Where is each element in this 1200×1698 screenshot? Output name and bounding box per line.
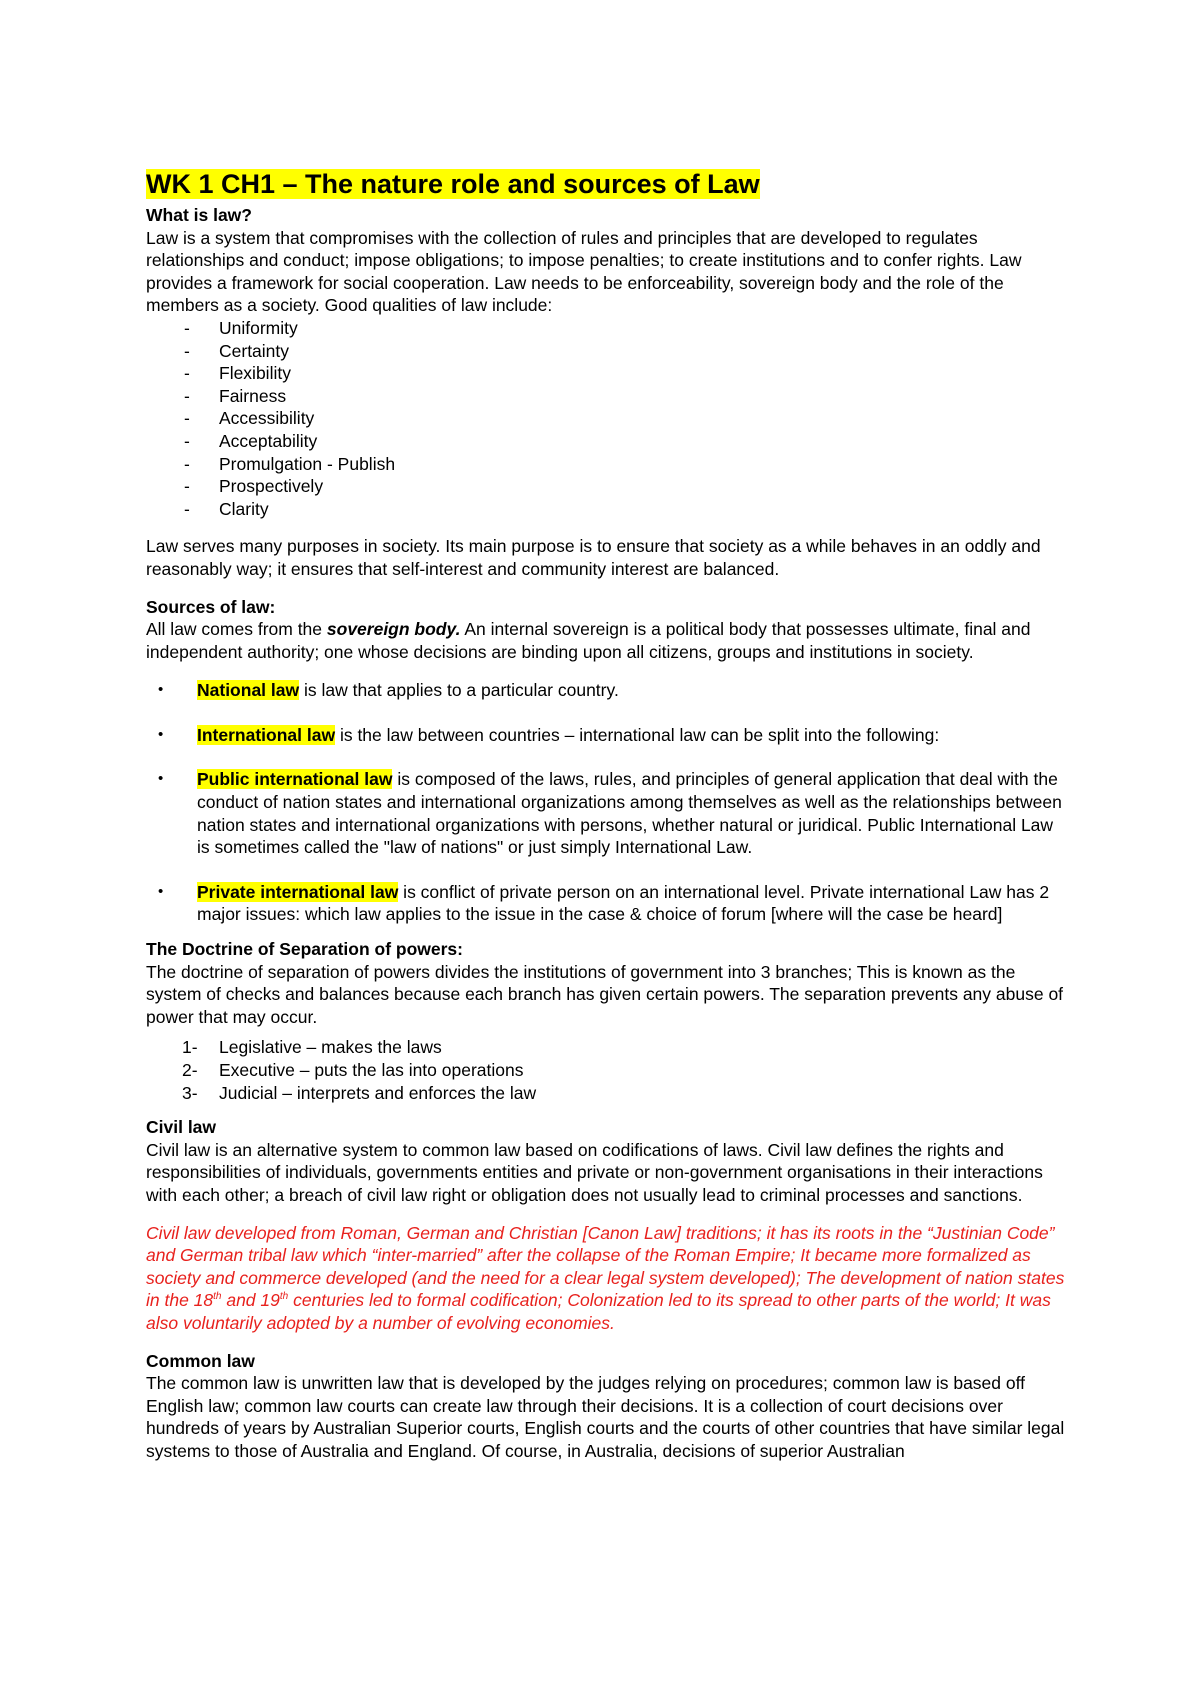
list-item: 3- Judicial – interprets and enforces the law (182, 1082, 537, 1103)
list-item-international-law: • International law is the law between countries – international law can be split into the following: (158, 724, 940, 745)
highlighted-term: Public international law (197, 769, 393, 790)
list-item: - Fairness (184, 385, 287, 406)
qualities-list (146, 317, 1066, 520)
sources-bullet-list (146, 679, 1066, 926)
sovereign-body-term: sovereign body. (326, 619, 461, 640)
paragraph-separation: The doctrine of separation of powers divides the institutions of government into 3 branches; This is known as the system of checks and balances because each branch has given certain powers. The separation prevents any abuse of power that may occur. (146, 961, 1064, 1027)
bullet-icon: • (158, 770, 164, 788)
list-item: 1- Legislative – makes the laws (182, 1037, 442, 1058)
bullet-icon: • (158, 725, 164, 743)
heading-separation-of-powers: The Doctrine of Separation of powers: (146, 939, 463, 960)
paragraph-purposes: Law serves many purposes in society. Its main purpose is to ensure that society as a while behaves in an oddly and reasonably way; it ensures that self-interest and community interest are balanced. (146, 536, 1041, 579)
list-item-public-international-law: • Public international law is composed of the laws, rules, and principles of general application that deal with the conduct of nation states and international organizations among themselves as well as the relationships between nation states and international organizations with persons, whether natural or juridical. Public International Law is sometimes called the "law of nations" or just simply International Law. (158, 769, 1062, 858)
highlighted-term: Private international law (197, 881, 399, 902)
heading-common-law: Common law (146, 1350, 255, 1371)
heading-what-is-law: What is law? (146, 205, 252, 225)
document-page (146, 168, 1066, 1463)
civil-law-history-note: Civil law developed from Roman, German and Christian [Canon Law] traditions; it has its roots in the “Justinian Code” and German tribal law which “inter-married” after the collapse of the Roman Empire; It became more formalized as society and commerce developed (and the need for a clear legal system developed); The development of nation states in the 18th and 19th centuries led to formal codification; Colonization led to its spread to other parts of the world; It was also voluntarily adopted by a number of evolving economies. (146, 1222, 1065, 1333)
highlighted-term: National law (197, 680, 300, 701)
list-item-private-international-law: • Private international law is conflict of private person on an international level. Private international Law has 2 major issues: which law applies to the issue in the case & choice of forum [where will the case be heard] (158, 881, 1050, 925)
paragraph-common-law: The common law is unwritten law that is developed by the judges relying on procedures; common law is based off English law; common law courts can create law through their decisions. It is a collection of court decisions over hundreds of years by Australian Superior courts, English courts and the courts of other countries that have similar legal systems to those of Australia and England. Of course, in Australia, decisions of superior Australian (146, 1373, 1065, 1461)
heading-civil-law: Civil law (146, 1117, 217, 1138)
branches-list (146, 1036, 1066, 1104)
list-item: - Accessibility (184, 408, 315, 429)
title-wrap (146, 168, 1066, 200)
list-item: 2- Executive – puts the las into operations (182, 1060, 524, 1080)
paragraph-what-is-law: Law is a system that compromises with the collection of rules and principles that are developed to regulates relationships and conduct; impose obligations; to impose penalties; to create institutions and to confer rights. Law provides a framework for social cooperation. Law needs to be enforceability, sovereign body and the role of the members as a society. Good qualities of law include: (146, 227, 1022, 316)
list-item-national-law: • National law is law that applies to a particular country. (158, 680, 619, 701)
list-item: - Clarity (184, 498, 269, 519)
bullet-icon: • (158, 882, 164, 900)
list-item: - Certainty (184, 340, 290, 361)
list-item: - Promulgation - Publish (184, 453, 396, 474)
bullet-icon: • (158, 681, 164, 699)
list-item: - Uniformity (184, 317, 298, 338)
heading-sources-of-law: Sources of law: (146, 596, 276, 617)
highlighted-term: International law (197, 724, 336, 745)
paragraph-civil-law: Civil law is an alternative system to common law based on codifications of laws. Civil law defines the rights and responsibilities of individuals, governments entities and private or non-government organisations in their interactions with each other; a breach of civil law right or obligation does not usually lead to criminal processes and sanctions. (146, 1139, 1043, 1205)
list-item: - Acceptability (184, 430, 318, 451)
paragraph-sources: All law comes from the sovereign body. An internal sovereign is a political body that possesses ultimate, final and independent authority; one whose decisions are binding upon all citizens, groups and institutions in society. (146, 619, 1031, 662)
list-item: - Flexibility (184, 363, 291, 384)
document-title: WK 1 CH1 – The nature role and sources of Law (146, 169, 760, 199)
list-item: - Prospectively (184, 476, 324, 497)
